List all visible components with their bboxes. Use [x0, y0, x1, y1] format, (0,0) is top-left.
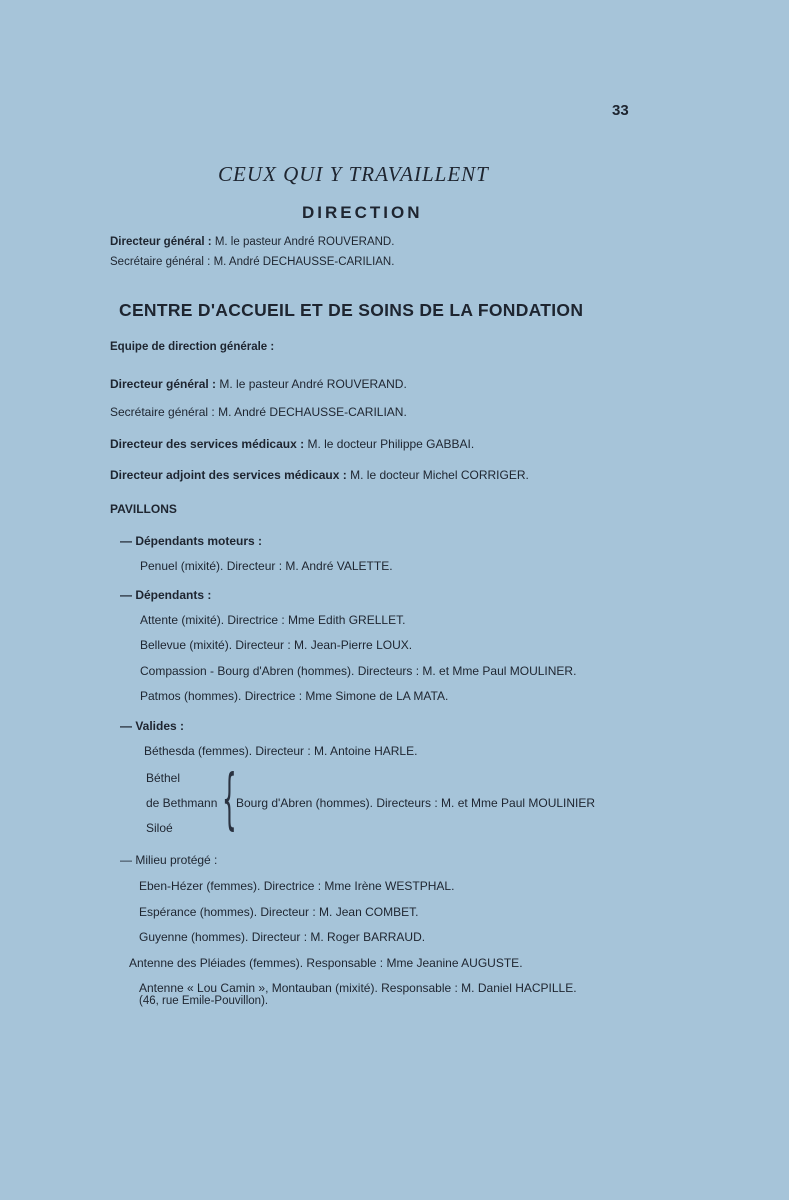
valides-group-item: Siloé: [146, 821, 173, 835]
milieu-pleiades: Antenne des Pléiades (femmes). Responsable : Mme Jeanine AUGUSTE.: [129, 956, 523, 970]
milieu-item: Espérance (hommes). Directeur : M. Jean COMBET.: [139, 905, 419, 919]
centre-dasm-value: M. le docteur Michel CORRIGER.: [350, 468, 529, 482]
dependants-item: Compassion - Bourg d'Abren (hommes). Directeurs : M. et Mme Paul MOULINER.: [140, 664, 577, 678]
milieu-item: Eben-Hézer (femmes). Directrice : Mme Irène WESTPHAL.: [139, 879, 455, 893]
centre-sg-label: Secrétaire général :: [110, 405, 215, 419]
centre-dg-line: [110, 377, 407, 391]
valides-bethesda: Béthesda (femmes). Directeur : M. Antoine HARLE.: [144, 744, 418, 758]
valides-group-text: Bourg d'Abren (hommes). Directeurs : M. et Mme Paul MOULINIER: [236, 796, 596, 810]
centre-sg-line: [110, 405, 407, 419]
milieu-label: — Milieu protégé :: [120, 853, 218, 867]
centre-dsm-value: M. le docteur Philippe GABBAI.: [307, 437, 475, 451]
valides-group-item: Béthel: [146, 771, 181, 785]
centre-dasm-line: [110, 468, 529, 482]
page-title: CEUX QUI Y TRAVAILLENT: [218, 162, 489, 186]
dependants-label: — Dépendants :: [120, 588, 212, 602]
centre-dg-label: Directeur général :: [110, 377, 217, 391]
direction-dg-label: Directeur général :: [110, 236, 212, 248]
direction-sg-line: [110, 256, 394, 268]
centre-dsm-label: Directeur des services médicaux :: [110, 437, 305, 451]
direction-sg-value: M. André DECHAUSSE-CARILIAN.: [213, 256, 395, 268]
milieu-camin: Antenne « Lou Camin », Montauban (mixité). Responsable : M. Daniel HACPILLE.: [139, 981, 577, 995]
dependants-item: Bellevue (mixité). Directeur : M. Jean-Pierre LOUX.: [140, 638, 413, 652]
brace-icon: {: [222, 760, 237, 837]
direction-dg-line: [110, 236, 394, 248]
milieu-item: Guyenne (hommes). Directeur : M. Roger BARRAUD.: [139, 930, 426, 944]
dependants-item: Patmos (hommes). Directrice : Mme Simone de LA MATA.: [140, 689, 449, 703]
centre-dasm-label: Directeur adjoint des services médicaux :: [110, 468, 347, 482]
page-number: 33: [612, 102, 629, 119]
valides-label: — Valides :: [120, 719, 185, 733]
direction-heading: DIRECTION: [302, 203, 423, 222]
valides-group-item: de Bethmann: [146, 796, 218, 810]
centre-heading: CENTRE D'ACCUEIL ET DE SOINS DE LA FONDATION: [119, 300, 584, 320]
centre-dsm-line: [110, 437, 474, 451]
centre-dg-value: M. le pasteur André ROUVERAND.: [219, 377, 407, 391]
dep-moteurs-item: Penuel (mixité). Directeur : M. André VALETTE.: [140, 559, 393, 573]
centre-equipe: Equipe de direction générale :: [110, 341, 275, 353]
direction-dg-value: M. le pasteur André ROUVERAND.: [214, 236, 395, 248]
pavillons-heading: PAVILLONS: [110, 502, 177, 516]
direction-sg-label: Secrétaire général :: [110, 256, 211, 268]
milieu-camin-address: (46, rue Emile-Pouvillon).: [139, 995, 269, 1007]
dependants-item: Attente (mixité). Directrice : Mme Edith GRELLET.: [140, 613, 406, 627]
dep-moteurs-label: — Dépendants moteurs :: [120, 534, 263, 548]
centre-sg-value: M. André DECHAUSSE-CARILIAN.: [218, 405, 407, 419]
